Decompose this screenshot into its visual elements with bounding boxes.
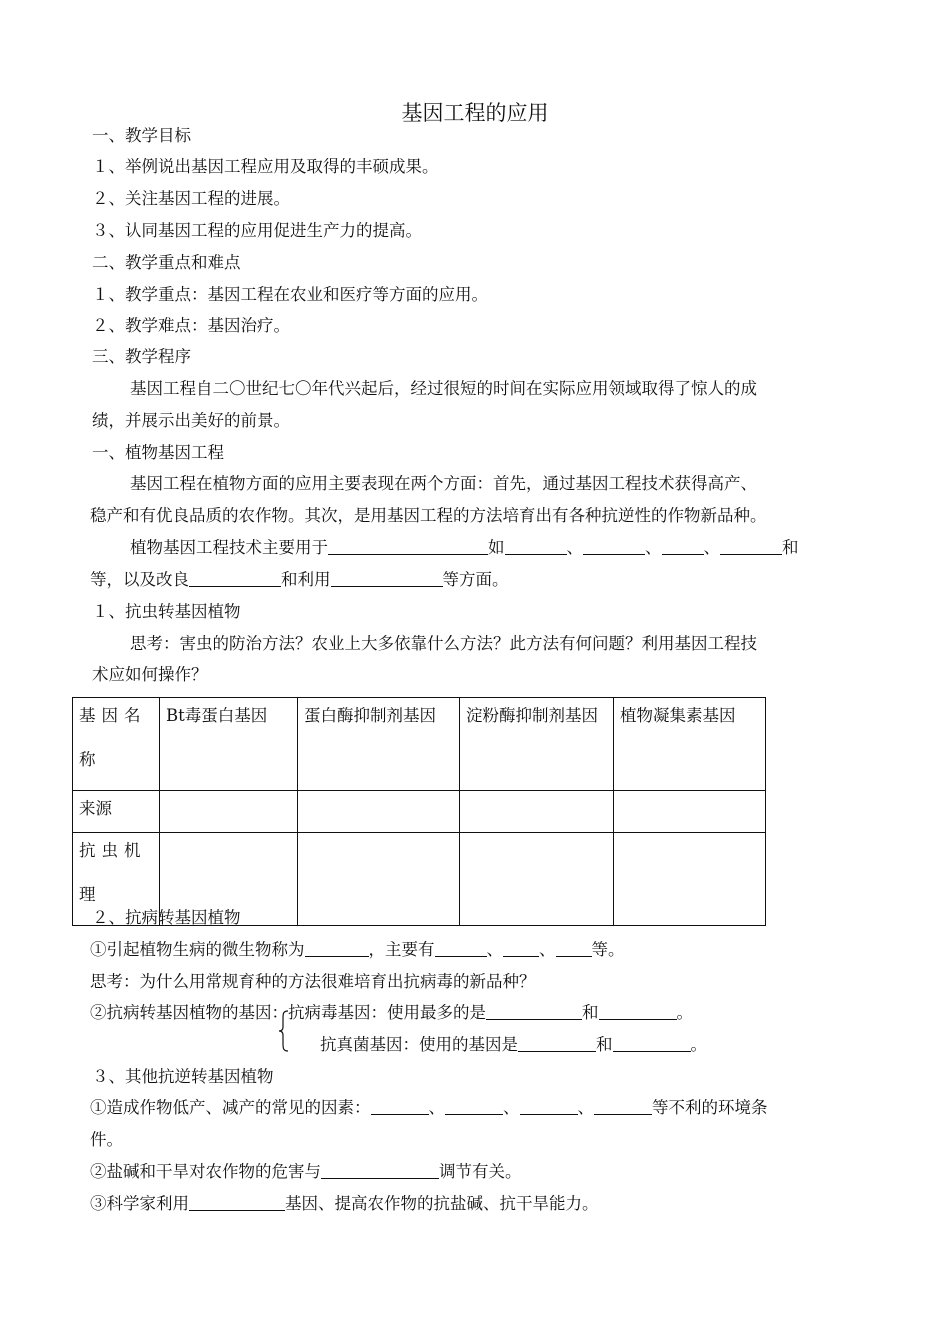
- brace-icon: [278, 1010, 292, 1052]
- fill-in-line: ②抗病转基因植物的基因：抗病毒基因：使用最多的是 和 。: [90, 1003, 693, 1022]
- table-cell: 抗虫机理: [73, 833, 160, 926]
- section-heading: 三、教学程序: [92, 347, 191, 366]
- think-question: 思考：为什么用常规育种的方法很难培育出抗病毒的新品种？: [90, 972, 536, 991]
- answer-blank[interactable]: [662, 538, 704, 555]
- fill-in-line: ①引起植物生病的微生物称为 ，主要有 、 、 等。: [90, 940, 625, 959]
- table-cell[interactable]: [298, 791, 460, 833]
- think-question: 术应如何操作？: [92, 665, 208, 684]
- answer-blank[interactable]: [556, 940, 592, 957]
- answer-blank[interactable]: [305, 940, 369, 957]
- gene-table: [72, 697, 766, 926]
- answer-blank[interactable]: [445, 1098, 503, 1115]
- table-cell: Bt毒蛋白基因: [160, 698, 298, 791]
- answer-blank[interactable]: [720, 538, 782, 555]
- answer-blank[interactable]: [583, 538, 645, 555]
- table-cell[interactable]: [160, 791, 298, 833]
- table-cell[interactable]: [460, 833, 614, 926]
- fill-in-line: ③科学家利用 基因、提高农作物的抗盐碱、抗干旱能力。: [90, 1194, 599, 1213]
- table-cell: 植物凝集素基因: [614, 698, 766, 791]
- answer-blank[interactable]: [435, 940, 487, 957]
- subsection-heading: ３、其他抗逆转基因植物: [92, 1067, 274, 1086]
- goal-1: １、举例说出基因工程应用及取得的丰硕成果。: [92, 157, 439, 176]
- goal-2: ２、关注基因工程的进展。: [92, 189, 290, 208]
- table-row: [73, 791, 766, 833]
- paragraph-line: 基因工程在植物方面的应用主要表现在两个方面：首先，通过基因工程技术获得高产、: [130, 474, 757, 493]
- think-question: 思考：害虫的防治方法？农业上大多依靠什么方法？此方法有何问题？利用基因工程技: [130, 634, 757, 653]
- intro-line: 基因工程自二〇世纪七〇年代兴起后，经过很短的时间在实际应用领域取得了惊人的成: [130, 379, 757, 398]
- fill-in-line: 植物基因工程技术主要用于 如 、 、 、 和: [130, 538, 799, 557]
- answer-blank[interactable]: [613, 1035, 691, 1052]
- table-cell[interactable]: [298, 833, 460, 926]
- answer-blank[interactable]: [321, 1162, 439, 1179]
- page-title: 基因工程的应用: [401, 101, 549, 125]
- section-heading: 一、植物基因工程: [92, 443, 224, 462]
- fill-in-line: ②盐碱和干旱对农作物的危害与 调节有关。: [90, 1162, 522, 1181]
- table-cell: 蛋白酶抑制剂基因: [298, 698, 460, 791]
- answer-blank[interactable]: [505, 538, 567, 555]
- fill-in-line: 抗真菌基因：使用的基因是 和 。: [320, 1035, 707, 1054]
- table-cell[interactable]: [460, 791, 614, 833]
- answer-blank[interactable]: [371, 1098, 429, 1115]
- answer-blank[interactable]: [520, 1098, 578, 1115]
- answer-blank[interactable]: [594, 1098, 652, 1115]
- table-cell: 基因名称: [73, 698, 160, 791]
- table-cell: 淀粉酶抑制剂基因: [460, 698, 614, 791]
- table-cell[interactable]: [614, 833, 766, 926]
- table-row: [73, 698, 766, 791]
- answer-blank[interactable]: [503, 940, 539, 957]
- answer-blank[interactable]: [331, 570, 443, 587]
- section-heading: 二、教学重点和难点: [92, 253, 241, 272]
- subsection-heading: １、抗虫转基因植物: [92, 602, 241, 621]
- table-cell[interactable]: [614, 791, 766, 833]
- answer-blank[interactable]: [328, 538, 488, 555]
- answer-blank[interactable]: [189, 570, 281, 587]
- answer-blank[interactable]: [599, 1003, 677, 1020]
- fill-in-line: 等，以及改良 和利用 等方面。: [90, 570, 509, 589]
- key-point: １、教学重点：基因工程在农业和医疗等方面的应用。: [92, 285, 488, 304]
- paragraph-line: 件。: [90, 1130, 123, 1149]
- paragraph-line: 稳产和有优良品质的农作物。其次，是用基因工程的方法培育出有各种抗逆性的作物新品种。: [90, 506, 767, 525]
- section-heading: 一、教学目标: [92, 126, 191, 145]
- goal-3: ３、认同基因工程的应用促进生产力的提高。: [92, 221, 422, 240]
- table-cell: 来源: [73, 791, 160, 833]
- answer-blank[interactable]: [189, 1194, 285, 1211]
- answer-blank[interactable]: [518, 1035, 596, 1052]
- difficult-point: ２、教学难点：基因治疗。: [92, 316, 290, 335]
- subsection-heading: ２、抗病转基因植物: [92, 908, 241, 927]
- intro-line: 绩，并展示出美好的前景。: [92, 411, 290, 430]
- answer-blank[interactable]: [486, 1003, 582, 1020]
- fill-in-line: ①造成作物低产、减产的常见的因素： 、 、 、 等不利的环境条: [90, 1098, 768, 1117]
